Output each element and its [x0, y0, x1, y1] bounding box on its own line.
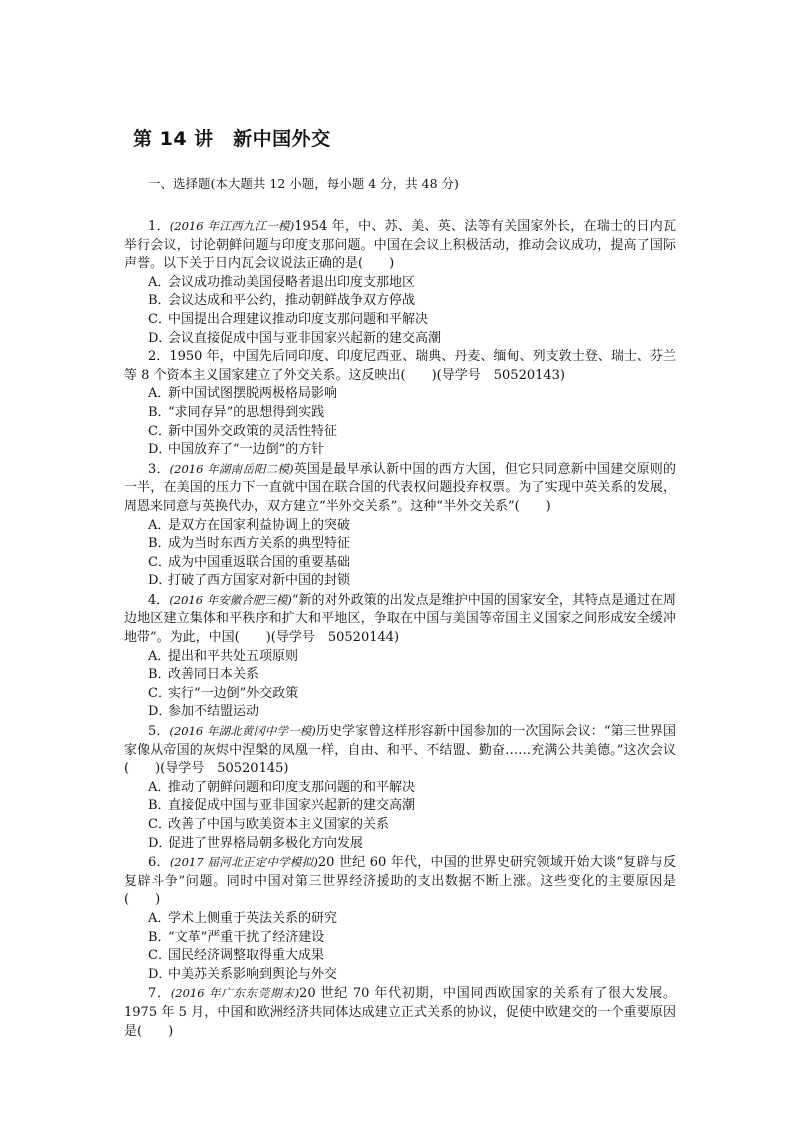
option-letter: D．	[148, 330, 172, 346]
option-letter: B．	[148, 798, 171, 814]
option-text: 促进了世界格局朝多极化方向发展	[168, 835, 364, 851]
answer-option	[124, 274, 676, 293]
option-text: 会议直接促成中国与亚非国家兴起新的建交高潮	[168, 330, 442, 346]
option-letter: C．	[148, 817, 171, 832]
section-label: 一、选择题	[148, 176, 211, 191]
option-letter: B．	[148, 929, 171, 945]
option-letter: A．	[148, 386, 171, 402]
answer-option	[124, 423, 676, 442]
answer-option	[124, 330, 676, 349]
section-note: (本大题共 12 小题，每小题 4 分，共 48 分)	[210, 176, 459, 191]
option-letter: C．	[148, 685, 171, 701]
option-letter: D．	[148, 966, 172, 982]
option-text: 提出和平共处五项原则	[168, 648, 299, 664]
option-letter: B．	[148, 404, 171, 420]
question-stem	[124, 348, 676, 385]
option-text: 成为当时东西方关系的典型特征	[168, 536, 351, 552]
option-text: 中国放弃了“一边倒”的方针	[168, 442, 325, 458]
answer-option	[124, 835, 676, 854]
option-letter: D．	[148, 704, 172, 720]
question-text: 历史学家曾这样形容新中国参加的一次国际会议：“第三世界国家像从帝国的灰烬中涅槃的凤凰一样，自由、和平、不结盟、勤奋……充满公共美德。”这次会议( )(导学号 50520145)	[124, 724, 676, 777]
question-text: 1954 年，中、苏、美、英、法等有关国家外长，在瑞士的日内瓦举行会议，讨论朝鲜问题与印度支那问题。中国在会议上积极活动，推动会议成功，提高了国际声誉。以下关于日内瓦会议说法正确的是( )	[124, 219, 676, 272]
answer-option	[124, 797, 676, 816]
answer-option	[124, 572, 676, 591]
question-text: 英国是最早承认新中国的西方大国，但它只同意新中国建交原则的一半，在美国的压力下一直就中国在联合国的代表权问题投弃权票。为了实现中英关系的发展，周恩来同意与英换代办，双方建立“半外交关系”。这种“半外交关系”( )	[124, 461, 676, 514]
question-text: “新的对外政策的出发点是维护中国的国家安全，其特点是通过在周边地区建立集体和平秩序和扩大和平地区，争取在中国与美国等帝国主义国家之间形成安全缓冲地带”。为此，中国( )(导学号 50520144)	[124, 592, 676, 646]
question-stem	[124, 722, 676, 779]
question-number: 4．	[148, 592, 170, 608]
option-letter: C．	[148, 948, 171, 964]
answer-option	[124, 816, 676, 835]
option-letter: C．	[148, 554, 171, 570]
option-text: 直接促成中国与亚非国家兴起新的建交高潮	[168, 798, 416, 814]
option-text: 会议成功推动美国侵略者退出印度支那地区	[168, 274, 416, 290]
question-number: 6．	[148, 855, 170, 871]
option-text: 是双方在国家利益协调上的突破	[168, 517, 351, 533]
answer-option	[124, 910, 676, 929]
option-text: “文革”严重干扰了经济建设	[168, 929, 325, 945]
option-letter: A．	[148, 517, 171, 533]
option-text: 会议达成和平公约，推动朝鲜战争双方停战	[168, 293, 416, 309]
option-letter: B．	[148, 293, 171, 309]
question-number: 3．	[148, 461, 170, 477]
answer-option	[124, 517, 676, 536]
question-stem	[124, 591, 676, 648]
answer-option	[124, 929, 676, 948]
answer-option	[124, 966, 676, 985]
option-text: 新中国试图摆脱两极格局影响	[168, 386, 338, 402]
option-text: 实行“一边倒”外交政策	[168, 685, 299, 701]
answer-option	[124, 385, 676, 404]
question-stem	[124, 853, 676, 910]
option-letter: A．	[148, 910, 171, 926]
option-letter: D．	[148, 573, 172, 589]
question-number: 7．	[148, 986, 171, 1002]
option-text: 中国提出合理建议推动印度支那问题和平解决	[168, 311, 429, 327]
question-stem	[124, 217, 676, 274]
question-text: 20 世纪 70 年代初期，中国同西欧国家的关系有了很大发展。1975 年 5 月，中国和欧洲经济共同体达成建立正式关系的协议，促使中欧建交的一个重要原因是( )	[124, 986, 676, 1039]
option-text: 国民经济调整取得重大成果	[168, 948, 325, 964]
answer-option	[124, 648, 676, 667]
answer-option	[124, 947, 676, 966]
answer-option	[124, 554, 676, 573]
question-source: (2016 年安徽合肥三模)	[169, 592, 292, 607]
question-source: (2017 届河北正定中学模拟)	[169, 855, 318, 870]
question-source: (2016 年江西九江一模)	[169, 219, 295, 233]
question-text: 20 世纪 60 年代，中国的世界史研究领域开始大谈“复辟与反复辟斗争”问题。同时中国对第三世界经济援助的支出数据不断上涨。这些变化的主要原因是( )	[124, 855, 676, 908]
option-letter: D．	[148, 442, 172, 458]
question-number: 1．	[148, 219, 170, 234]
question-text: 1950 年，中国先后同印度、印度尼西亚、瑞典、丹麦、缅甸、列支敦士登、瑞士、芬兰等 8 个资本主义国家建立了外交关系。这反映出( )(导学号 50520143)	[124, 349, 676, 383]
section-heading	[148, 174, 459, 192]
page-title: 第 14 讲 新中国外交	[133, 128, 331, 150]
option-text: 成为中国重返联合国的重要基础	[168, 554, 351, 570]
question-source: (2016 年湖北黄冈中学一模)	[169, 724, 316, 739]
option-text: 参加不结盟运动	[168, 704, 260, 720]
option-letter: C．	[148, 311, 171, 327]
answer-option	[124, 441, 676, 460]
option-text: 改善了中国与欧美资本主义国家的关系	[168, 817, 390, 832]
option-letter: C．	[148, 423, 171, 439]
option-text: 中美苏关系影响到舆论与外交	[168, 966, 338, 982]
option-text: “求同存异”的思想得到实践	[168, 404, 325, 420]
option-letter: A．	[148, 274, 171, 290]
answer-option	[124, 292, 676, 311]
option-letter: B．	[148, 667, 171, 683]
question-list	[124, 217, 676, 1041]
question-stem	[124, 460, 676, 517]
option-letter: A．	[148, 648, 171, 664]
option-text: 打破了西方国家对新中国的封锁	[168, 573, 351, 589]
option-letter: A．	[148, 779, 171, 795]
option-text: 新中国外交政策的灵活性特征	[168, 423, 338, 439]
question-source: (2016 年湖南岳阳二模)	[169, 461, 294, 476]
option-text: 改善同日本关系	[168, 667, 260, 683]
answer-option	[124, 703, 676, 722]
question-source: (2016 年广东东莞期末)	[170, 986, 300, 1001]
question-stem	[124, 984, 676, 1041]
option-letter: D．	[148, 835, 172, 851]
question-number: 2．	[148, 349, 170, 365]
answer-option	[124, 535, 676, 554]
answer-option	[124, 404, 676, 423]
option-letter: B．	[148, 536, 171, 552]
answer-option	[124, 685, 676, 704]
answer-option	[124, 779, 676, 798]
option-text: 学术上侧重于英法关系的研究	[168, 910, 338, 926]
answer-option	[124, 311, 676, 330]
option-text: 推动了朝鲜问题和印度支那问题的和平解决	[168, 779, 416, 795]
answer-option	[124, 666, 676, 685]
question-number: 5．	[148, 724, 170, 740]
